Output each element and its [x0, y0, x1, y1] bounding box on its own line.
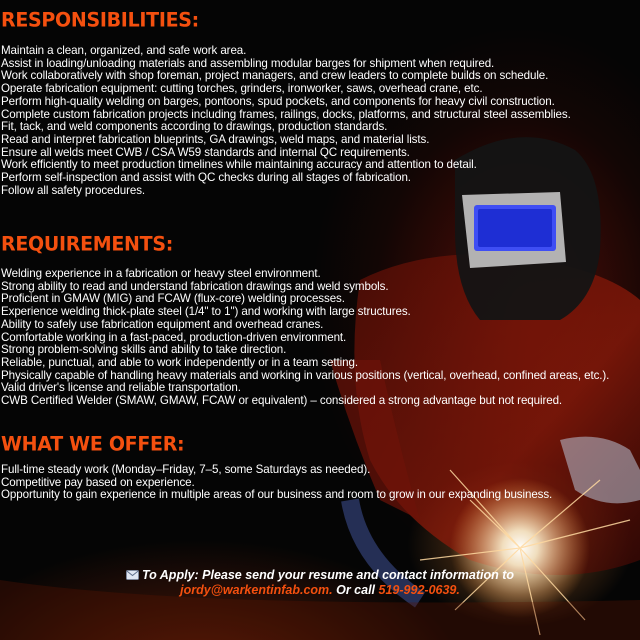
requirements-list: [1, 268, 640, 408]
list-item: Welding experience in a fabrication or heavy steel environment.: [1, 267, 321, 280]
offer-heading: WHAT WE OFFER:: [1, 432, 185, 456]
list-item: Perform self-inspection and assist with QC checks during all stages of fabrication.: [1, 171, 411, 185]
apply-instruction: To Apply: Please send your resume and contact information to: [141, 568, 515, 582]
list-item: Valid driver's license and reliable transportation.: [1, 381, 241, 395]
apply-callout: [0, 568, 640, 598]
list-item: Work efficiently to meet production timelines while maintaining accuracy and attention to detail.: [1, 158, 477, 172]
list-item: Competitive pay based on experience.: [1, 475, 195, 489]
list-item: CWB Certified Welder (SMAW, GMAW, FCAW or equivalent) – considered a strong advantage but not required.: [1, 394, 563, 408]
list-item: Follow all safety procedures.: [1, 183, 146, 197]
list-item: Full-time steady work (Monday–Friday, 7–5, some Saturdays as needed).: [1, 463, 371, 476]
list-item: Ability to safely use fabrication equipment and overhead cranes.: [1, 317, 324, 331]
list-item: Operate fabrication equipment: cutting torches, grinders, ironworker, saws, overhead crane, etc.: [1, 82, 483, 96]
list-item: Read and interpret fabrication blueprints, GA drawings, weld maps, and material lists.: [1, 132, 430, 146]
list-item: Opportunity to gain experience in multiple areas of our business and room to grow in our expanding business.: [1, 488, 553, 502]
contact-phone[interactable]: 519-992-0639.: [378, 583, 460, 597]
list-item: Reliable, punctual, and able to work independently or in a team setting.: [1, 355, 358, 369]
responsibilities-heading: RESPONSIBILITIES:: [1, 8, 199, 32]
requirements-heading: REQUIREMENTS:: [1, 232, 173, 256]
list-item: Complete custom fabrication projects including frames, railings, docks, platforms, and structural steel assemblies.: [1, 107, 571, 121]
contact-email[interactable]: jordy@warkentinfab.com.: [180, 583, 333, 597]
list-item: Comfortable working in a fast-paced, production-driven environment.: [1, 330, 347, 344]
list-item: Physically capable of handling heavy materials and working in various positions (vertical, overhead, confined areas, etc.).: [1, 368, 610, 382]
list-item: Proficient in GMAW (MIG) and FCAW (flux-core) welding processes.: [1, 292, 345, 306]
list-item: Strong problem-solving skills and ability to take direction.: [1, 343, 287, 357]
or-call-text: Or call: [336, 583, 376, 597]
list-item: Perform high-quality welding on barges, pontoons, spud pockets, and components for heavy civil construction.: [1, 94, 555, 108]
list-item: Experience welding thick-plate steel (1/4" to 1") and working with large structures.: [1, 305, 411, 319]
list-item: Maintain a clean, organized, and safe work area.: [1, 44, 247, 57]
list-item: Strong ability to read and understand fabrication drawings and weld symbols.: [1, 279, 389, 293]
list-item: Fit, tack, and weld components according to drawings, production standards.: [1, 120, 388, 134]
envelope-icon: [126, 570, 139, 580]
list-item: Work collaboratively with shop foreman, project managers, and crew leaders to complete builds on schedule.: [1, 69, 549, 83]
offer-list: [1, 464, 640, 502]
responsibilities-list: [1, 45, 640, 197]
list-item: Assist in loading/unloading materials and assembling modular barges for shipment when required.: [1, 56, 495, 70]
list-item: Ensure all welds meet CWB / CSA W59 standards and internal QC requirements.: [1, 145, 410, 159]
